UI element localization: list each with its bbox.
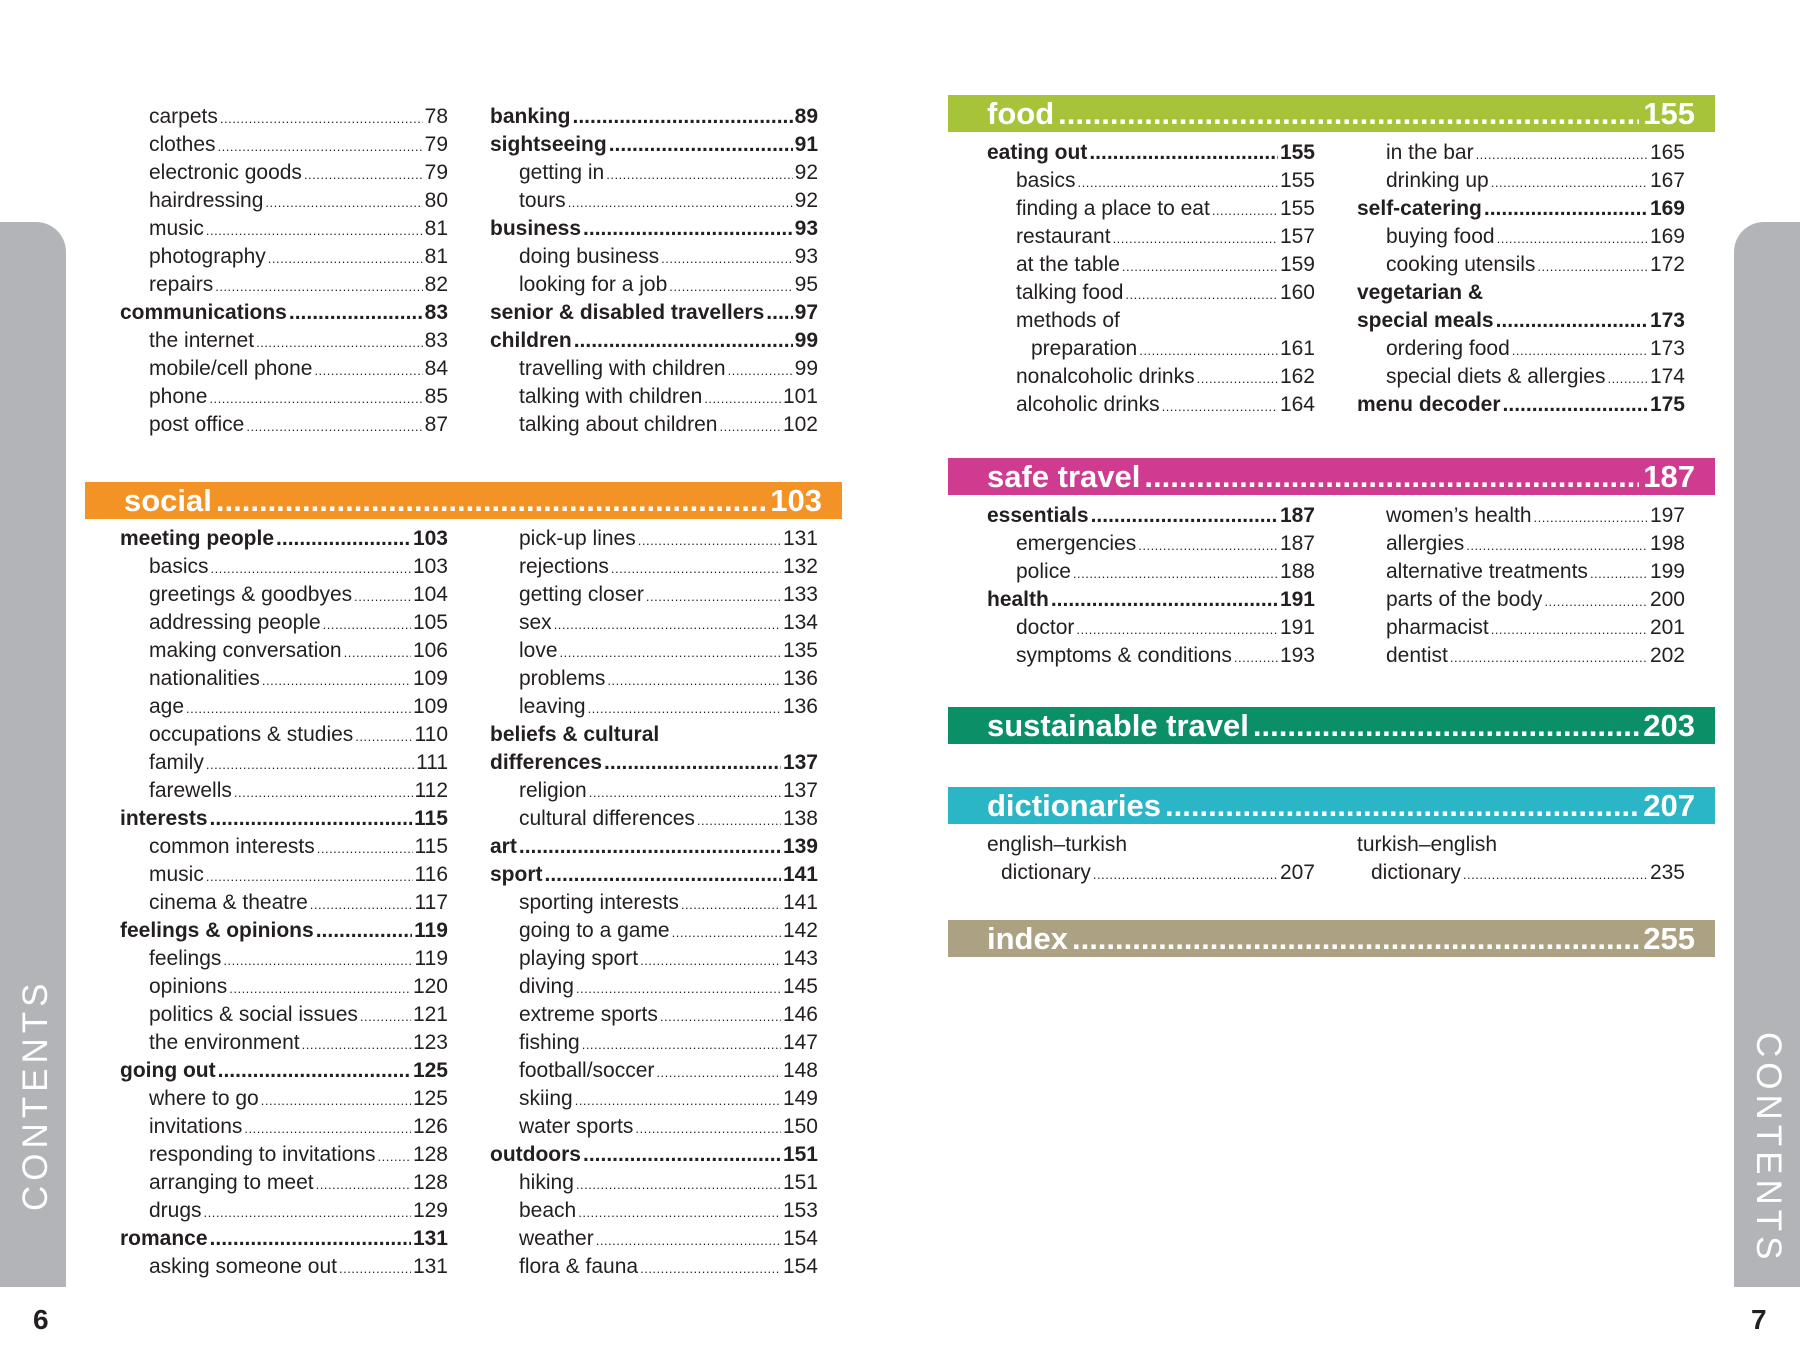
chapter-bar-safe-travel[interactable]: safe travel ..... 187 bbox=[948, 458, 1715, 495]
toc-social-col-2 bbox=[490, 525, 818, 1281]
toc-section-entry[interactable]: romance ..... 131 bbox=[120, 1225, 448, 1253]
chapter-bar-sustainable-travel[interactable]: sustainable travel ..... 203 bbox=[948, 707, 1715, 744]
toc-section-entry[interactable]: going out ..... 125 bbox=[120, 1057, 448, 1085]
toc-entry[interactable]: alternative treatments ..... 199 bbox=[1357, 558, 1685, 586]
toc-entry[interactable]: emergencies ..... 187 bbox=[987, 530, 1315, 558]
toc-entry[interactable]: dictionary ..... 207 bbox=[987, 859, 1315, 887]
toc-entry[interactable]: doctor ..... 191 bbox=[987, 614, 1315, 642]
contents-tab-label-right: CONTENTS bbox=[1749, 1032, 1788, 1265]
toc-section-entry[interactable]: sightseeing ..... 91 bbox=[490, 131, 818, 159]
toc-entry[interactable]: dentist ..... 202 bbox=[1357, 642, 1685, 670]
toc-entry[interactable]: post office ..... 87 bbox=[120, 411, 448, 439]
toc-entry[interactable]: phone ..... 85 bbox=[120, 383, 448, 411]
toc-entry[interactable]: police ..... 188 bbox=[987, 558, 1315, 586]
toc-entry[interactable]: family ..... 111 bbox=[120, 749, 448, 777]
chapter-bar-index[interactable]: index ..... 255 bbox=[948, 920, 1715, 957]
toc-entry[interactable]: occupations & studies ..... 110 bbox=[120, 721, 448, 749]
toc-entry[interactable]: age ..... 109 bbox=[120, 693, 448, 721]
toc-entry[interactable]: women’s health ..... 197 bbox=[1357, 502, 1685, 530]
toc-entry[interactable]: asking someone out ..... 131 bbox=[120, 1253, 448, 1281]
page-number-right: 7 bbox=[1751, 1304, 1767, 1335]
toc-entry[interactable]: tours ..... 92 bbox=[490, 187, 818, 215]
toc-entry[interactable]: hairdressing ..... 80 bbox=[120, 187, 448, 215]
toc-practical-col-1 bbox=[120, 103, 448, 439]
toc-entry[interactable]: problems ..... 136 bbox=[490, 665, 818, 693]
toc-entry[interactable]: buying food ..... 169 bbox=[1357, 223, 1685, 251]
toc-entry[interactable]: special diets & allergies ..... 174 bbox=[1357, 363, 1685, 391]
toc-entry[interactable]: cooking utensils ..... 172 bbox=[1357, 251, 1685, 279]
toc-entry[interactable]: at the table ..... 159 bbox=[987, 251, 1315, 279]
chapter-bar-dictionaries[interactable]: dictionaries ..... 207 bbox=[948, 787, 1715, 824]
toc-entry[interactable]: weather ..... 154 bbox=[490, 1225, 818, 1253]
toc-section-entry[interactable]: children ..... 99 bbox=[490, 327, 818, 355]
toc-entry[interactable]: nonalcoholic drinks ..... 162 bbox=[987, 363, 1315, 391]
toc-section-entry[interactable]: differences ..... 137 bbox=[490, 749, 818, 777]
toc-entry[interactable]: cultural differences ..... 138 bbox=[490, 805, 818, 833]
toc-section-entry[interactable]: sport ..... 141 bbox=[490, 861, 818, 889]
toc-entry[interactable]: talking food ..... 160 bbox=[987, 279, 1315, 307]
toc-entry[interactable]: clothes ..... 79 bbox=[120, 131, 448, 159]
toc-entry[interactable]: feelings ..... 119 bbox=[120, 945, 448, 973]
toc-dictionaries-col-2 bbox=[1357, 831, 1685, 887]
toc-entry[interactable]: getting closer ..... 133 bbox=[490, 581, 818, 609]
toc-entry[interactable]: dictionary ..... 235 bbox=[1357, 859, 1685, 887]
toc-entry[interactable]: travelling with children ..... 99 bbox=[490, 355, 818, 383]
toc-section-entry[interactable]: feelings & opinions ..... 119 bbox=[120, 917, 448, 945]
toc-section-entry[interactable]: business ..... 93 bbox=[490, 215, 818, 243]
toc-entry[interactable]: where to go ..... 125 bbox=[120, 1085, 448, 1113]
toc-entry[interactable]: responding to invitations ..... 128 bbox=[120, 1141, 448, 1169]
toc-section-entry[interactable]: self-catering ..... 169 bbox=[1357, 195, 1685, 223]
toc-entry[interactable]: turkish–english bbox=[1357, 833, 1498, 856]
toc-section-entry[interactable]: banking ..... 89 bbox=[490, 103, 818, 131]
chapter-bar-food[interactable]: food ..... 155 bbox=[948, 95, 1715, 132]
toc-entry[interactable]: pick-up lines ..... 131 bbox=[490, 525, 818, 553]
toc-entry[interactable]: hiking ..... 151 bbox=[490, 1169, 818, 1197]
toc-entry[interactable]: making conversation ..... 106 bbox=[120, 637, 448, 665]
toc-entry[interactable]: music ..... 116 bbox=[120, 861, 448, 889]
toc-entry[interactable]: politics & social issues ..... 121 bbox=[120, 1001, 448, 1029]
toc-entry[interactable]: mobile/cell phone ..... 84 bbox=[120, 355, 448, 383]
toc-entry[interactable]: looking for a job ..... 95 bbox=[490, 271, 818, 299]
toc-entry[interactable]: greetings & goodbyes ..... 104 bbox=[120, 581, 448, 609]
toc-entry[interactable]: invitations ..... 126 bbox=[120, 1113, 448, 1141]
toc-section-entry[interactable]: special meals ..... 173 bbox=[1357, 307, 1685, 335]
toc-entry[interactable]: love ..... 135 bbox=[490, 637, 818, 665]
toc-section-entry[interactable]: vegetarian & bbox=[1357, 281, 1484, 304]
toc-entry[interactable]: talking about children ..... 102 bbox=[490, 411, 818, 439]
toc-section-entry[interactable]: art ..... 139 bbox=[490, 833, 818, 861]
toc-entry[interactable]: rejections ..... 132 bbox=[490, 553, 818, 581]
toc-entry[interactable]: basics ..... 103 bbox=[120, 553, 448, 581]
toc-section-entry[interactable]: eating out ..... 155 bbox=[987, 139, 1315, 167]
toc-entry[interactable]: religion ..... 137 bbox=[490, 777, 818, 805]
toc-entry[interactable]: football/soccer ..... 148 bbox=[490, 1057, 818, 1085]
toc-section-entry[interactable]: meeting people ..... 103 bbox=[120, 525, 448, 553]
toc-entry[interactable]: arranging to meet ..... 128 bbox=[120, 1169, 448, 1197]
toc-entry[interactable]: electronic goods ..... 79 bbox=[120, 159, 448, 187]
toc-section-entry[interactable]: communications ..... 83 bbox=[120, 299, 448, 327]
toc-entry[interactable]: symptoms & conditions ..... 193 bbox=[987, 642, 1315, 670]
toc-entry[interactable]: beach ..... 153 bbox=[490, 1197, 818, 1225]
toc-dictionaries-col-1 bbox=[987, 831, 1315, 887]
toc-entry[interactable]: common interests ..... 115 bbox=[120, 833, 448, 861]
toc-entry[interactable]: sex ..... 134 bbox=[490, 609, 818, 637]
toc-entry[interactable]: opinions ..... 120 bbox=[120, 973, 448, 1001]
chapter-bar-social[interactable]: social ..... 103 bbox=[85, 482, 842, 519]
toc-entry[interactable]: nationalities ..... 109 bbox=[120, 665, 448, 693]
toc-section-entry[interactable]: menu decoder ..... 175 bbox=[1357, 391, 1685, 419]
toc-entry[interactable]: photography ..... 81 bbox=[120, 243, 448, 271]
toc-entry[interactable]: cinema & theatre ..... 117 bbox=[120, 889, 448, 917]
toc-entry[interactable]: sporting interests ..... 141 bbox=[490, 889, 818, 917]
toc-entry[interactable]: the environment ..... 123 bbox=[120, 1029, 448, 1057]
toc-entry[interactable]: extreme sports ..... 146 bbox=[490, 1001, 818, 1029]
toc-entry[interactable]: leaving ..... 136 bbox=[490, 693, 818, 721]
toc-entry[interactable]: going to a game ..... 142 bbox=[490, 917, 818, 945]
toc-entry[interactable]: playing sport ..... 143 bbox=[490, 945, 818, 973]
toc-entry[interactable]: finding a place to eat ..... 155 bbox=[987, 195, 1315, 223]
toc-food-col-2 bbox=[1357, 139, 1685, 419]
toc-entry[interactable]: farewells ..... 112 bbox=[120, 777, 448, 805]
toc-entry[interactable]: preparation ..... 161 bbox=[987, 335, 1315, 363]
toc-entry[interactable]: methods of bbox=[1016, 309, 1120, 332]
toc-safe-travel-col-1 bbox=[987, 502, 1315, 670]
toc-entry[interactable]: basics ..... 155 bbox=[987, 167, 1315, 195]
contents-tab-label-left: CONTENTS bbox=[16, 978, 55, 1211]
toc-entry[interactable]: in the bar ..... 165 bbox=[1357, 139, 1685, 167]
page-number-left: 6 bbox=[33, 1304, 49, 1335]
toc-entry[interactable]: carpets ..... 78 bbox=[120, 103, 448, 131]
toc-entry[interactable]: parts of the body ..... 200 bbox=[1357, 586, 1685, 614]
toc-entry[interactable]: water sports ..... 150 bbox=[490, 1113, 818, 1141]
toc-entry[interactable]: pharmacist ..... 201 bbox=[1357, 614, 1685, 642]
toc-entry[interactable]: repairs ..... 82 bbox=[120, 271, 448, 299]
toc-entry[interactable]: alcoholic drinks ..... 164 bbox=[987, 391, 1315, 419]
toc-safe-travel-col-2 bbox=[1357, 502, 1685, 670]
toc-section-entry[interactable]: outdoors ..... 151 bbox=[490, 1141, 818, 1169]
toc-section-entry[interactable]: senior & disabled travellers ..... 97 bbox=[490, 299, 818, 327]
toc-section-entry[interactable]: health ..... 191 bbox=[987, 586, 1315, 614]
toc-entry[interactable]: drinking up ..... 167 bbox=[1357, 167, 1685, 195]
toc-entry[interactable]: the internet ..... 83 bbox=[120, 327, 448, 355]
toc-entry[interactable]: restaurant ..... 157 bbox=[987, 223, 1315, 251]
toc-entry[interactable]: addressing people ..... 105 bbox=[120, 609, 448, 637]
toc-practical-col-2 bbox=[490, 103, 818, 439]
toc-entry[interactable]: allergies ..... 198 bbox=[1357, 530, 1685, 558]
toc-section-entry[interactable]: beliefs & cultural bbox=[490, 723, 660, 746]
toc-section-entry[interactable]: interests ..... 115 bbox=[120, 805, 448, 833]
toc-entry[interactable]: ordering food ..... 173 bbox=[1357, 335, 1685, 363]
toc-social-col-1 bbox=[120, 525, 448, 1281]
toc-entry[interactable]: skiing ..... 149 bbox=[490, 1085, 818, 1113]
toc-entry[interactable]: talking with children ..... 101 bbox=[490, 383, 818, 411]
toc-entry[interactable]: music ..... 81 bbox=[120, 215, 448, 243]
toc-section-entry[interactable]: essentials ..... 187 bbox=[987, 502, 1315, 530]
toc-entry[interactable]: getting in ..... 92 bbox=[490, 159, 818, 187]
toc-entry[interactable]: diving ..... 145 bbox=[490, 973, 818, 1001]
toc-entry[interactable]: fishing ..... 147 bbox=[490, 1029, 818, 1057]
toc-entry[interactable]: drugs ..... 129 bbox=[120, 1197, 448, 1225]
toc-food-col-1 bbox=[987, 139, 1315, 419]
toc-entry[interactable]: doing business ..... 93 bbox=[490, 243, 818, 271]
toc-entry[interactable]: english–turkish bbox=[987, 833, 1128, 856]
toc-entry[interactable]: flora & fauna ..... 154 bbox=[490, 1253, 818, 1281]
